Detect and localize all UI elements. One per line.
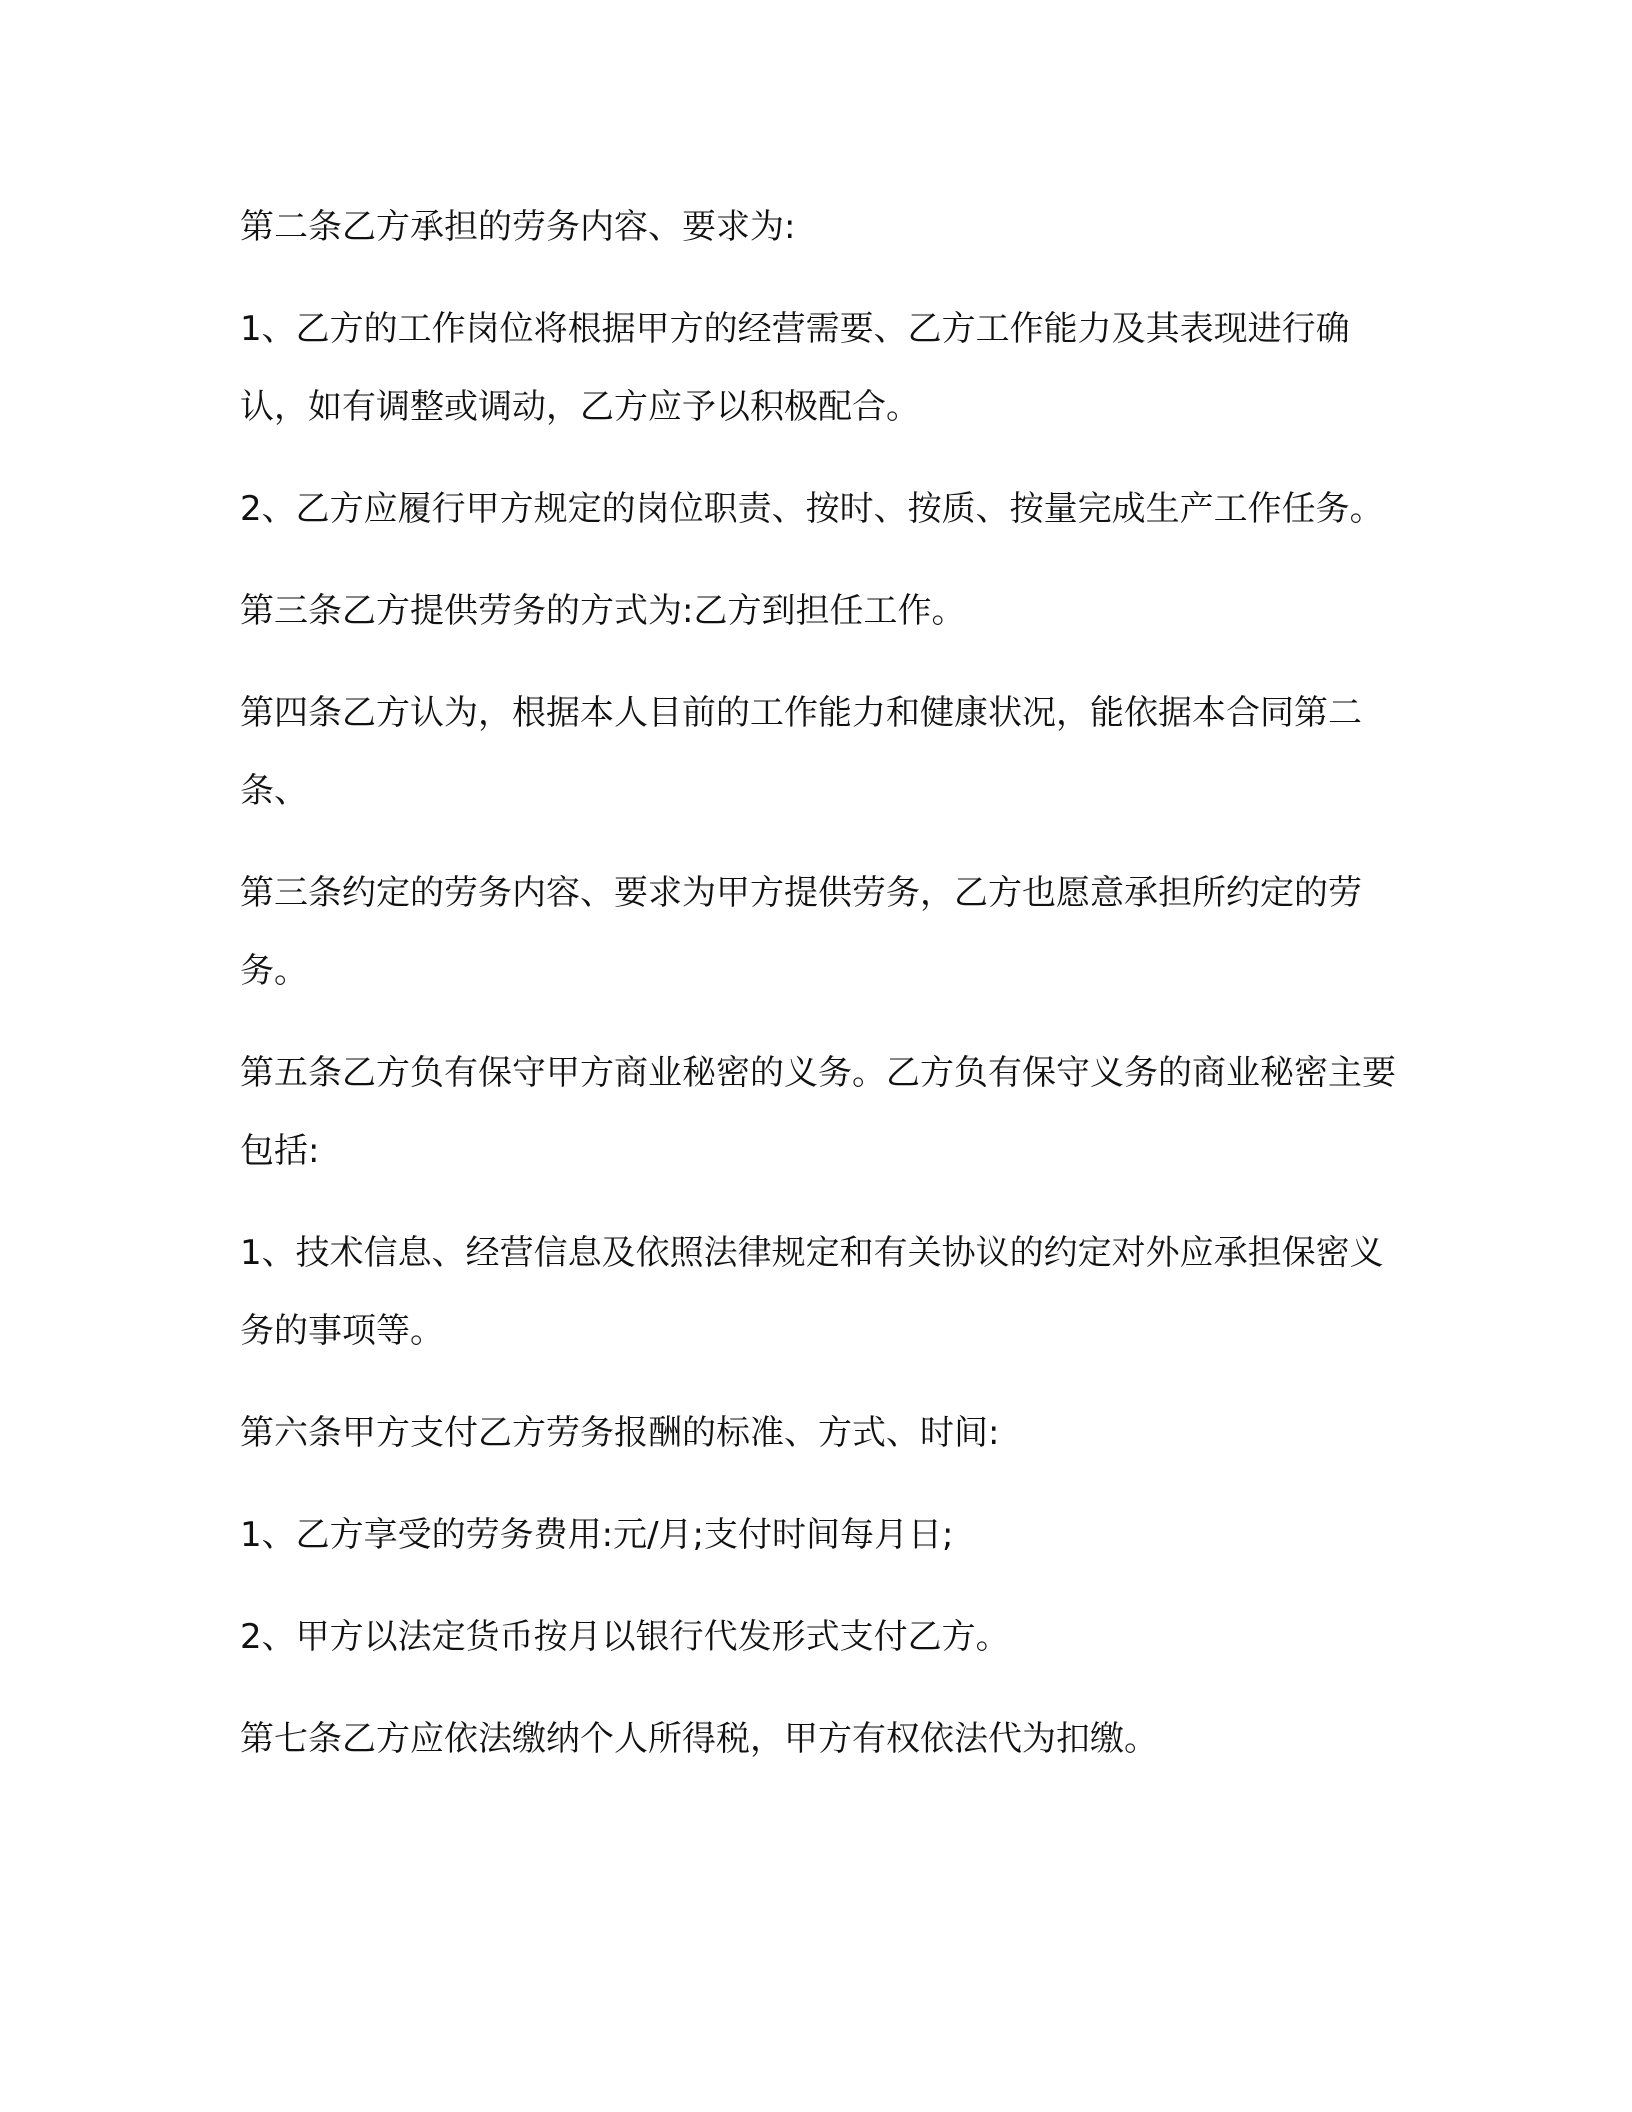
article-2-heading: 第二条乙方承担的劳务内容、要求为:: [240, 207, 796, 247]
article-2-item-2: 2、乙方应履行甲方规定的岗位职责、按时、按质、按量完成生产工作任务。: [240, 489, 1384, 529]
article-4: 第四条乙方认为，根据本人目前的工作能力和健康状况，能依据本合同第二条、: [240, 693, 1362, 811]
article-2-item-1: 1、乙方的工作岗位将根据甲方的经营需要、乙方工作能力及其表现进行确认，如有调整或调动，乙方应予以积极配合。: [240, 309, 1350, 427]
article-6-item-1: 1、乙方享受的劳务费用:元/月;支付时间每月日;: [240, 1515, 954, 1555]
article-4-continued: 第三条约定的劳务内容、要求为甲方提供劳务，乙方也愿意承担所约定的劳务。: [240, 873, 1362, 991]
article-6-heading: 第六条甲方支付乙方劳务报酬的标准、方式、时间:: [240, 1413, 1000, 1453]
article-5-item-1: 1、技术信息、经营信息及依照法律规定和有关协议的约定对外应承担保密义务的事项等。: [240, 1233, 1384, 1351]
article-5: 第五条乙方负有保守甲方商业秘密的义务。乙方负有保守义务的商业秘密主要包括:: [240, 1053, 1396, 1171]
document-body: [240, 188, 1400, 1802]
article-7: 第七条乙方应依法缴纳个人所得税，甲方有权依法代为扣缴。: [240, 1719, 1158, 1759]
article-3: 第三条乙方提供劳务的方式为:乙方到担任工作。: [240, 591, 966, 631]
article-6-item-2: 2、甲方以法定货币按月以银行代发形式支付乙方。: [240, 1617, 1010, 1657]
